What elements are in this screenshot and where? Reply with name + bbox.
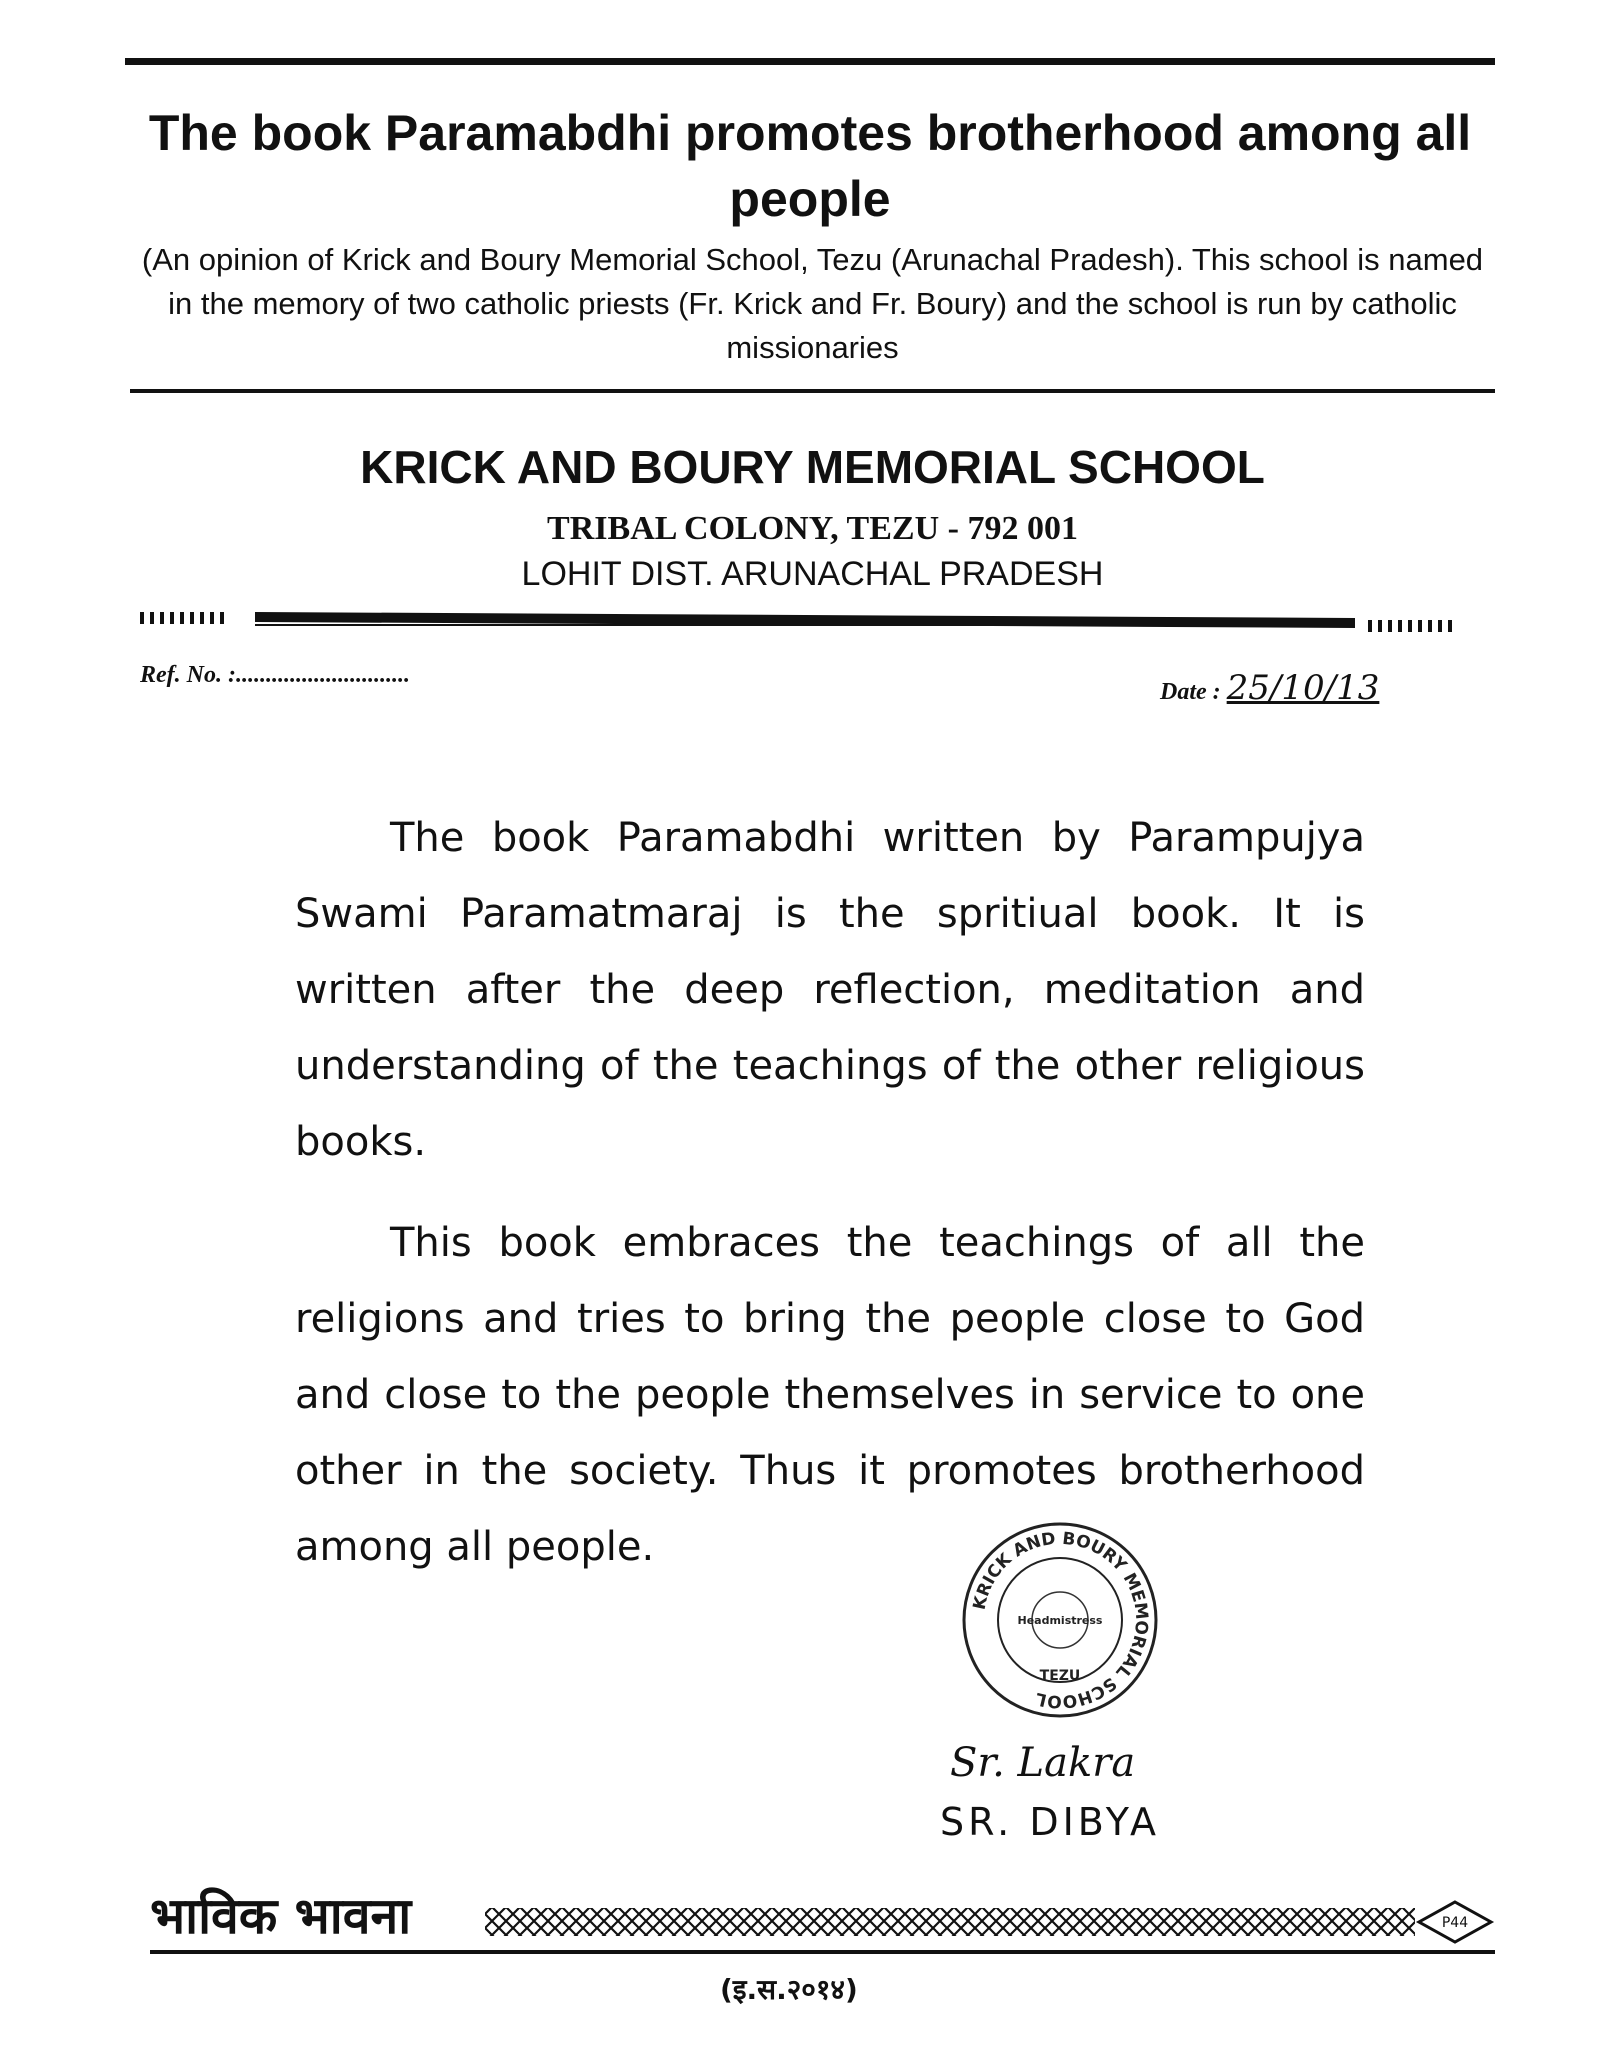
signature: Sr. Lakra [950, 1740, 1136, 1786]
page-number: P44 [1441, 1915, 1469, 1931]
top-rule [125, 58, 1495, 65]
body-paragraph-2: This book embraces the teachings of all the religions and tries to bring the people close to God and close to the people themselves in service to one other in the society. Thus it promotes brotherhood among all people. [295, 1220, 1365, 1570]
school-name: KRICK AND BOURY MEMORIAL SCHOOL [360, 441, 1265, 493]
reference-number: Ref. No. :............................. [140, 662, 410, 688]
seal-bottom-text: TEZU [1039, 1668, 1081, 1684]
publication-year: (इ.स.२०१४) [720, 1973, 858, 2006]
page-title: The book Paramabdhi promotes brotherhood among all people [148, 105, 1472, 227]
school-address-line1: TRIBAL COLONY, TEZU - 792 001 [547, 510, 1078, 547]
body-paragraph-1: The book Paramabdhi written by Parampujya Swami Paramatmaraj is the spritiual book. It is written after the deep reflection, meditation and understanding of the teachings of the other religious books. [295, 815, 1365, 1165]
date-label: Date : [1160, 679, 1221, 705]
seal-outer-text: KRICK AND BOURY MEMORIAL SCHOOL [969, 1528, 1152, 1712]
seal-center-text: Headmistress [1017, 1614, 1103, 1627]
date-value: 25/10/13 [1226, 668, 1380, 708]
letter-date [1160, 668, 1379, 708]
footer-rule [150, 1950, 1495, 1954]
signatory-name: SR. DIBYA [940, 1800, 1161, 1844]
letterhead-ornament-rule [140, 604, 1500, 644]
page-subtitle: (An opinion of Krick and Boury Memorial School, Tezu (Arunachal Pradesh). This school is named in the memory of two catholic priests (Fr. Krick and Fr. Boury) and the school is run by catholic missionaries [141, 242, 1484, 365]
publication-name: भाविक भावना [150, 1887, 412, 1945]
school-seal [960, 1520, 1160, 1720]
footer-ornament-band [485, 1900, 1495, 1944]
header-divider [130, 389, 1495, 393]
school-address-line2: LOHIT DIST. ARUNACHAL PRADESH [521, 555, 1104, 593]
